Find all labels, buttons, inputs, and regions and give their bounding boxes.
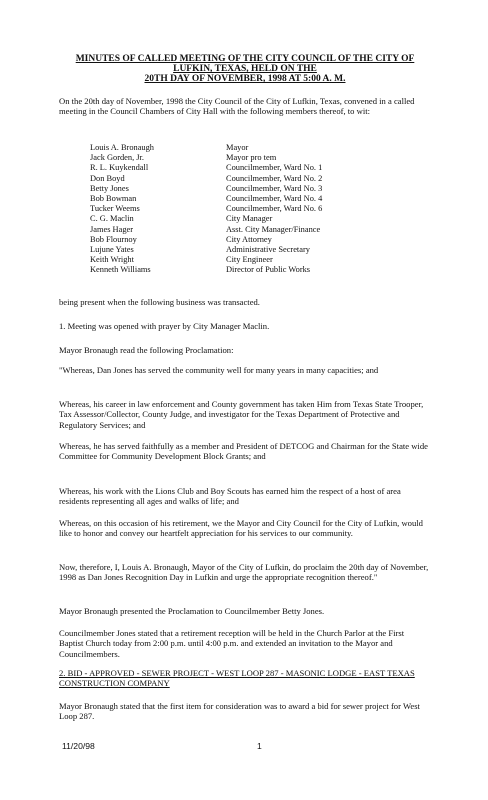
roster-member-name: Bob Bowman [90, 194, 137, 203]
roster-member-title: Councilmember, Ward No. 3 [226, 183, 323, 193]
roster-member-name: C. G. Maclin [90, 214, 134, 224]
footer-page-number: 1 [257, 741, 262, 751]
proclamation-presented: Mayor Bronaugh presented the Proclamation to Councilmember Betty Jones. [59, 606, 325, 616]
roster-member-title: City Manager [226, 214, 273, 224]
proclamation-whereas-4: Whereas, his work with the Lions Club and Boy Scouts has earned him the respect of a host of area residents representing all ages and walks of life; and [59, 486, 401, 507]
minutes-title-line-1: MINUTES OF CALLED MEETING OF THE CITY COUNCIL OF THE CITY OF [75, 54, 415, 64]
roster-member-title: Councilmember, Ward No. 4 [226, 194, 323, 203]
roster-member-name: Jack Gorden, Jr. [90, 153, 144, 163]
item-2-heading: 2. BID - APPROVED - SEWER PROJECT - WEST LOOP 287 - MASONIC LODGE - EAST TEXAS CONSTRUCTION COMPANY [59, 668, 415, 689]
roster-member-title: Councilmember, Ward No. 2 [226, 173, 323, 183]
intro-paragraph: On the 20th day of November, 1998 the City Council of the City of Lufkin, Texas, convened in a called meeting in the Council Chambers of City Hall with the following members thereof, to wit: [59, 96, 415, 117]
roster-member-name: Don Boyd [90, 173, 125, 183]
item-2-text: Mayor Bronaugh stated that the first item for consideration was to award a bid for sewer project for West Loop 287. [59, 701, 420, 722]
roster-member-title: City Attorney [226, 234, 272, 244]
roster-member-name: Lujune Yates [90, 245, 134, 254]
proclamation-intro: Mayor Bronaugh read the following Proclamation: [59, 345, 234, 355]
proclamation-whereas-5: Whereas, on this occasion of his retirement, we the Mayor and City Council for the City of Lufkin, would like to honor and convey our heartfelt appreciation for his services to our community. [59, 518, 423, 539]
roster-member-name: Bob Flournoy [90, 234, 137, 244]
roster-member-title: Director of Public Works [226, 265, 311, 275]
business-transacted-line: being present when the following business was transacted. [59, 297, 260, 307]
roster-member-title: Asst. City Manager/Finance [226, 224, 321, 234]
footer-date: 11/20/98 [62, 741, 95, 751]
minutes-title-line-2: LUFKIN, TEXAS, HELD ON THE [173, 64, 317, 74]
reception-announcement: Councilmember Jones stated that a retirement reception will be held in the Church Parlor at the First Baptist Church today from 2:00 p.m. until 4:00 p.m. and extended an invitation to the Mayor and Councilmembers. [59, 628, 405, 659]
proclamation-whereas-3: Whereas, he has served faithfully as a member and President of DETCOG and Chairman for the State wide Committee for Community Development Block Grants; and [59, 441, 428, 462]
proclamation-whereas-1: "Whereas, Dan Jones has served the community well for many years in many capacities; and [59, 365, 379, 375]
roster-member-name: Louis A. Bronaugh [90, 143, 154, 152]
roster-member-name: R. L. Kuykendall [90, 163, 149, 173]
roster-member-title: Councilmember, Ward No. 6 [226, 204, 323, 214]
roster-member-name: Tucker Weems [90, 204, 140, 214]
roster-member-title: Mayor pro tem [226, 153, 277, 163]
roster-member-title: Councilmember, Ward No. 1 [226, 163, 323, 173]
roster-member-name: James Hager [90, 224, 134, 234]
proclamation-whereas-2: Whereas, his career in law enforcement and County government has taken Him from Texas State Trooper, Tax Assessor/Collector, County Judge, and investigator for the Texas Department of Protective and Regulatory Services; and [59, 399, 424, 430]
roster-member-name: Keith Wright [90, 255, 134, 265]
roster-member-name: Kenneth Williams [90, 265, 151, 275]
item-1-prayer: 1. Meeting was opened with prayer by City Manager Maclin. [59, 321, 270, 331]
roster-member-title: Mayor [226, 143, 249, 152]
roster-member-name: Betty Jones [90, 183, 129, 193]
minutes-title-line-3: 20TH DAY OF NOVEMBER, 1998 AT 5:00 A. M. [144, 74, 346, 84]
roster-member-title: Administrative Secretary [226, 245, 310, 254]
roster-member-title: City Engineer [226, 255, 273, 265]
proclamation-now-therefore: Now, therefore, I, Louis A. Bronaugh, Mayor of the City of Lufkin, do proclaim the 20th day of November, 1998 as Dan Jones Recognition Day in Lufkin and urge the appropriate recognition thereof." [59, 562, 429, 583]
